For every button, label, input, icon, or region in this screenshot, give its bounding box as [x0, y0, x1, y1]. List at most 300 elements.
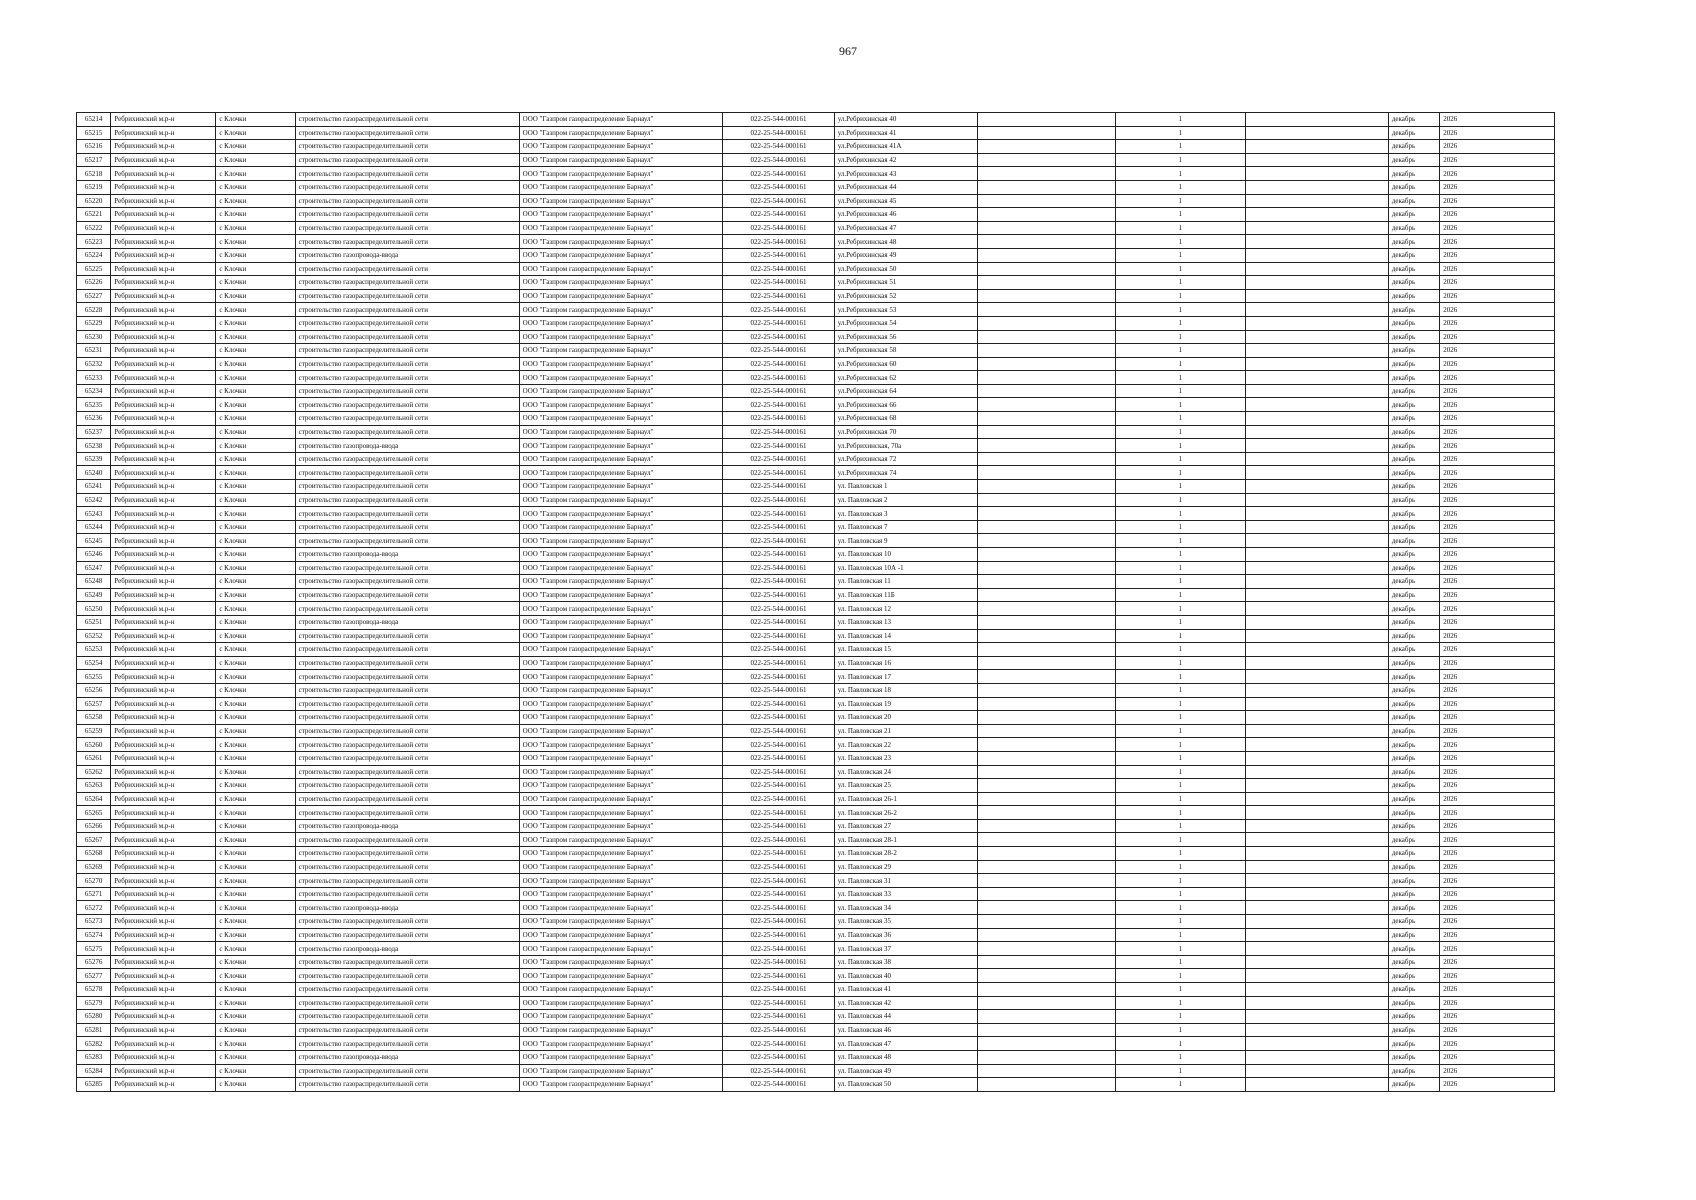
row-number-cell: 65250: [77, 602, 111, 616]
year-cell: 2026: [1440, 357, 1555, 371]
work-type-cell: строительство газораспределительной сети: [295, 724, 519, 738]
month-cell: декабрь: [1388, 697, 1439, 711]
district-cell: Ребрихинский м.р-н: [111, 751, 216, 765]
table-row: [77, 303, 1555, 317]
district-cell: Ребрихинский м.р-н: [111, 167, 216, 181]
year-cell: 2026: [1440, 1010, 1555, 1024]
year-cell: 2026: [1440, 548, 1555, 562]
district-cell: Ребрихинский м.р-н: [111, 860, 216, 874]
row-number-cell: 65227: [77, 289, 111, 303]
row-number-cell: 65273: [77, 915, 111, 929]
work-type-cell: строительство газораспределительной сети: [295, 643, 519, 657]
address-cell: ул. Павловская 48: [834, 1050, 978, 1064]
extra-cell: [1246, 561, 1389, 575]
address-cell: ул. Павловская 22: [834, 738, 978, 752]
district-cell: Ребрихинский м.р-н: [111, 194, 216, 208]
organization-cell: ООО "Газпром газораспределение Барнаул": [519, 439, 723, 453]
address-cell: ул.Ребрихинская 62: [834, 371, 978, 385]
quantity-cell: 1: [1115, 235, 1246, 249]
extra-cell: [1246, 765, 1389, 779]
settlement-cell: с Клочки: [216, 113, 295, 127]
address-cell: ул.Ребрихинская 45: [834, 194, 978, 208]
work-type-cell: строительство газораспределительной сети: [295, 262, 519, 276]
settlement-cell: с Клочки: [216, 412, 295, 426]
work-type-cell: строительство газораспределительной сети: [295, 792, 519, 806]
month-cell: декабрь: [1388, 180, 1439, 194]
settlement-cell: с Клочки: [216, 697, 295, 711]
extra-cell: [1246, 575, 1389, 589]
quantity-cell: 1: [1115, 656, 1246, 670]
row-number-cell: 65259: [77, 724, 111, 738]
organization-cell: ООО "Газпром газораспределение Барнаул": [519, 983, 723, 997]
quantity-cell: 1: [1115, 887, 1246, 901]
work-type-cell: строительство газораспределительной сети: [295, 1037, 519, 1051]
district-cell: Ребрихинский м.р-н: [111, 1064, 216, 1078]
organization-cell: ООО "Газпром газораспределение Барнаул": [519, 602, 723, 616]
extra-cell: [1246, 643, 1389, 657]
table-row: [77, 996, 1555, 1010]
year-cell: 2026: [1440, 656, 1555, 670]
quantity-cell: 1: [1115, 1050, 1246, 1064]
work-type-cell: строительство газораспределительной сети: [295, 860, 519, 874]
extra-cell: [1246, 1037, 1389, 1051]
district-cell: Ребрихинский м.р-н: [111, 955, 216, 969]
month-cell: декабрь: [1388, 384, 1439, 398]
organization-cell: ООО "Газпром газораспределение Барнаул": [519, 792, 723, 806]
settlement-cell: с Клочки: [216, 901, 295, 915]
program-number-cell: 022-25-544-000161: [723, 1010, 834, 1024]
district-cell: Ребрихинский м.р-н: [111, 833, 216, 847]
note-cell: [978, 221, 1115, 235]
extra-cell: [1246, 792, 1389, 806]
program-number-cell: 022-25-544-000161: [723, 153, 834, 167]
row-number-cell: 65229: [77, 316, 111, 330]
quantity-cell: 1: [1115, 167, 1246, 181]
extra-cell: [1246, 167, 1389, 181]
district-cell: Ребрихинский м.р-н: [111, 724, 216, 738]
work-type-cell: строительство газораспределительной сети: [295, 140, 519, 154]
month-cell: декабрь: [1388, 928, 1439, 942]
address-cell: ул. Павловская 44: [834, 1010, 978, 1024]
district-cell: Ребрихинский м.р-н: [111, 819, 216, 833]
year-cell: 2026: [1440, 466, 1555, 480]
work-type-cell: строительство газораспределительной сети: [295, 344, 519, 358]
organization-cell: ООО "Газпром газораспределение Барнаул": [519, 751, 723, 765]
note-cell: [978, 847, 1115, 861]
address-cell: ул. Павловская 50: [834, 1078, 978, 1092]
address-cell: ул.Ребрихинская 64: [834, 384, 978, 398]
note-cell: [978, 208, 1115, 222]
note-cell: [978, 602, 1115, 616]
quantity-cell: 1: [1115, 643, 1246, 657]
row-number-cell: 65233: [77, 371, 111, 385]
organization-cell: ООО "Газпром газораспределение Барнаул": [519, 534, 723, 548]
extra-cell: [1246, 833, 1389, 847]
address-cell: ул. Павловская 46: [834, 1023, 978, 1037]
note-cell: [978, 738, 1115, 752]
year-cell: 2026: [1440, 180, 1555, 194]
address-cell: ул. Павловская 47: [834, 1037, 978, 1051]
work-type-cell: строительство газораспределительной сети: [295, 398, 519, 412]
organization-cell: ООО "Газпром газораспределение Барнаул": [519, 412, 723, 426]
address-cell: ул.Ребрихинская 51: [834, 276, 978, 290]
address-cell: ул. Павловская 25: [834, 779, 978, 793]
program-number-cell: 022-25-544-000161: [723, 520, 834, 534]
month-cell: декабрь: [1388, 113, 1439, 127]
program-number-cell: 022-25-544-000161: [723, 738, 834, 752]
month-cell: декабрь: [1388, 575, 1439, 589]
table-row: [77, 548, 1555, 562]
quantity-cell: 1: [1115, 615, 1246, 629]
work-type-cell: строительство газопровода-ввода: [295, 1050, 519, 1064]
address-cell: ул.Ребрихинская 74: [834, 466, 978, 480]
settlement-cell: с Клочки: [216, 140, 295, 154]
row-number-cell: 65264: [77, 792, 111, 806]
row-number-cell: 65242: [77, 493, 111, 507]
district-cell: Ребрихинский м.р-н: [111, 1023, 216, 1037]
quantity-cell: 1: [1115, 194, 1246, 208]
work-type-cell: строительство газораспределительной сети: [295, 330, 519, 344]
table-row: [77, 208, 1555, 222]
table-row: [77, 180, 1555, 194]
quantity-cell: 1: [1115, 344, 1246, 358]
row-number-cell: 65279: [77, 996, 111, 1010]
organization-cell: ООО "Газпром газораспределение Барнаул": [519, 942, 723, 956]
table-row: [77, 928, 1555, 942]
address-cell: ул.Ребрихинская 54: [834, 316, 978, 330]
settlement-cell: с Клочки: [216, 602, 295, 616]
settlement-cell: с Клочки: [216, 833, 295, 847]
month-cell: декабрь: [1388, 153, 1439, 167]
row-number-cell: 65241: [77, 480, 111, 494]
program-number-cell: 022-25-544-000161: [723, 942, 834, 956]
row-number-cell: 65230: [77, 330, 111, 344]
settlement-cell: с Клочки: [216, 874, 295, 888]
note-cell: [978, 316, 1115, 330]
district-cell: Ребрихинский м.р-н: [111, 561, 216, 575]
extra-cell: [1246, 983, 1389, 997]
year-cell: 2026: [1440, 724, 1555, 738]
extra-cell: [1246, 1064, 1389, 1078]
district-cell: Ребрихинский м.р-н: [111, 371, 216, 385]
settlement-cell: с Клочки: [216, 262, 295, 276]
quantity-cell: 1: [1115, 289, 1246, 303]
organization-cell: ООО "Газпром газораспределение Барнаул": [519, 996, 723, 1010]
district-cell: Ребрихинский м.р-н: [111, 847, 216, 861]
organization-cell: ООО "Газпром газораспределение Барнаул": [519, 466, 723, 480]
work-type-cell: строительство газораспределительной сети: [295, 1023, 519, 1037]
note-cell: [978, 996, 1115, 1010]
organization-cell: ООО "Газпром газораспределение Барнаул": [519, 629, 723, 643]
program-number-cell: 022-25-544-000161: [723, 140, 834, 154]
year-cell: 2026: [1440, 615, 1555, 629]
district-cell: Ребрихинский м.р-н: [111, 316, 216, 330]
program-number-cell: 022-25-544-000161: [723, 915, 834, 929]
note-cell: [978, 289, 1115, 303]
row-number-cell: 65254: [77, 656, 111, 670]
district-cell: Ребрихинский м.р-н: [111, 697, 216, 711]
program-number-cell: 022-25-544-000161: [723, 983, 834, 997]
address-cell: ул. Павловская 49: [834, 1064, 978, 1078]
extra-cell: [1246, 507, 1389, 521]
program-number-cell: 022-25-544-000161: [723, 493, 834, 507]
note-cell: [978, 235, 1115, 249]
table-row: [77, 276, 1555, 290]
table-row: [77, 126, 1555, 140]
quantity-cell: 1: [1115, 738, 1246, 752]
program-number-cell: 022-25-544-000161: [723, 439, 834, 453]
month-cell: декабрь: [1388, 398, 1439, 412]
settlement-cell: с Клочки: [216, 439, 295, 453]
district-cell: Ребрихинский м.р-н: [111, 507, 216, 521]
address-cell: ул. Павловская 38: [834, 955, 978, 969]
work-type-cell: строительство газораспределительной сети: [295, 371, 519, 385]
extra-cell: [1246, 738, 1389, 752]
work-type-cell: строительство газораспределительной сети: [295, 738, 519, 752]
district-cell: Ребрихинский м.р-н: [111, 1037, 216, 1051]
note-cell: [978, 819, 1115, 833]
extra-cell: [1246, 194, 1389, 208]
district-cell: Ребрихинский м.р-н: [111, 384, 216, 398]
address-cell: ул.Ребрихинская, 70а: [834, 439, 978, 453]
row-number-cell: 65255: [77, 670, 111, 684]
program-number-cell: 022-25-544-000161: [723, 248, 834, 262]
extra-cell: [1246, 262, 1389, 276]
program-number-cell: 022-25-544-000161: [723, 357, 834, 371]
district-cell: Ребрихинский м.р-н: [111, 670, 216, 684]
month-cell: декабрь: [1388, 303, 1439, 317]
work-type-cell: строительство газораспределительной сети: [295, 983, 519, 997]
organization-cell: ООО "Газпром газораспределение Барнаул": [519, 316, 723, 330]
table-row: [77, 765, 1555, 779]
address-cell: ул. Павловская 2: [834, 493, 978, 507]
program-number-cell: 022-25-544-000161: [723, 670, 834, 684]
extra-cell: [1246, 316, 1389, 330]
month-cell: декабрь: [1388, 1078, 1439, 1092]
month-cell: декабрь: [1388, 208, 1439, 222]
quantity-cell: 1: [1115, 153, 1246, 167]
extra-cell: [1246, 425, 1389, 439]
organization-cell: ООО "Газпром газораспределение Барнаул": [519, 520, 723, 534]
note-cell: [978, 983, 1115, 997]
table-row: [77, 833, 1555, 847]
note-cell: [978, 466, 1115, 480]
address-cell: ул. Павловская 36: [834, 928, 978, 942]
table-row: [77, 466, 1555, 480]
settlement-cell: с Клочки: [216, 969, 295, 983]
table-row: [77, 697, 1555, 711]
row-number-cell: 65234: [77, 384, 111, 398]
extra-cell: [1246, 303, 1389, 317]
table-row: [77, 344, 1555, 358]
work-type-cell: строительство газораспределительной сети: [295, 235, 519, 249]
note-cell: [978, 629, 1115, 643]
year-cell: 2026: [1440, 1078, 1555, 1092]
organization-cell: ООО "Газпром газораспределение Барнаул": [519, 289, 723, 303]
program-number-cell: 022-25-544-000161: [723, 751, 834, 765]
month-cell: декабрь: [1388, 751, 1439, 765]
program-number-cell: 022-25-544-000161: [723, 724, 834, 738]
address-cell: ул. Павловская 28-1: [834, 833, 978, 847]
quantity-cell: 1: [1115, 248, 1246, 262]
note-cell: [978, 425, 1115, 439]
work-type-cell: строительство газораспределительной сети: [295, 1064, 519, 1078]
extra-cell: [1246, 860, 1389, 874]
row-number-cell: 65263: [77, 779, 111, 793]
year-cell: 2026: [1440, 983, 1555, 997]
address-cell: ул. Павловская 18: [834, 683, 978, 697]
program-number-cell: 022-25-544-000161: [723, 398, 834, 412]
program-number-cell: 022-25-544-000161: [723, 711, 834, 725]
address-cell: ул. Павловская 10А -1: [834, 561, 978, 575]
year-cell: 2026: [1440, 996, 1555, 1010]
district-cell: Ребрихинский м.р-н: [111, 289, 216, 303]
district-cell: Ребрихинский м.р-н: [111, 915, 216, 929]
extra-cell: [1246, 126, 1389, 140]
quantity-cell: 1: [1115, 1010, 1246, 1024]
work-type-cell: строительство газопровода-ввода: [295, 248, 519, 262]
work-type-cell: строительство газораспределительной сети: [295, 316, 519, 330]
organization-cell: ООО "Газпром газораспределение Барнаул": [519, 765, 723, 779]
settlement-cell: с Клочки: [216, 357, 295, 371]
row-number-cell: 65216: [77, 140, 111, 154]
address-cell: ул. Павловская 3: [834, 507, 978, 521]
quantity-cell: 1: [1115, 180, 1246, 194]
month-cell: декабрь: [1388, 371, 1439, 385]
year-cell: 2026: [1440, 575, 1555, 589]
work-type-cell: строительство газораспределительной сети: [295, 711, 519, 725]
note-cell: [978, 615, 1115, 629]
quantity-cell: 1: [1115, 847, 1246, 861]
address-cell: ул.Ребрихинская 42: [834, 153, 978, 167]
program-number-cell: 022-25-544-000161: [723, 683, 834, 697]
row-number-cell: 65235: [77, 398, 111, 412]
address-cell: ул. Павловская 31: [834, 874, 978, 888]
settlement-cell: с Клочки: [216, 751, 295, 765]
extra-cell: [1246, 697, 1389, 711]
extra-cell: [1246, 153, 1389, 167]
address-cell: ул.Ребрихинская 68: [834, 412, 978, 426]
program-number-cell: 022-25-544-000161: [723, 779, 834, 793]
settlement-cell: с Клочки: [216, 643, 295, 657]
program-number-cell: 022-25-544-000161: [723, 561, 834, 575]
organization-cell: ООО "Газпром газораспределение Барнаул": [519, 384, 723, 398]
year-cell: 2026: [1440, 248, 1555, 262]
work-type-cell: строительство газораспределительной сети: [295, 670, 519, 684]
note-cell: [978, 643, 1115, 657]
district-cell: Ребрихинский м.р-н: [111, 493, 216, 507]
month-cell: декабрь: [1388, 643, 1439, 657]
extra-cell: [1246, 887, 1389, 901]
month-cell: декабрь: [1388, 330, 1439, 344]
quantity-cell: 1: [1115, 113, 1246, 127]
settlement-cell: с Клочки: [216, 860, 295, 874]
settlement-cell: с Клочки: [216, 452, 295, 466]
program-number-cell: 022-25-544-000161: [723, 602, 834, 616]
row-number-cell: 65266: [77, 819, 111, 833]
extra-cell: [1246, 806, 1389, 820]
extra-cell: [1246, 452, 1389, 466]
quantity-cell: 1: [1115, 779, 1246, 793]
note-cell: [978, 1010, 1115, 1024]
work-type-cell: строительство газораспределительной сети: [295, 520, 519, 534]
work-type-cell: строительство газораспределительной сети: [295, 779, 519, 793]
organization-cell: ООО "Газпром газораспределение Барнаул": [519, 507, 723, 521]
note-cell: [978, 248, 1115, 262]
program-number-cell: 022-25-544-000161: [723, 208, 834, 222]
year-cell: 2026: [1440, 412, 1555, 426]
settlement-cell: с Клочки: [216, 276, 295, 290]
district-cell: Ребрихинский м.р-н: [111, 1050, 216, 1064]
quantity-cell: 1: [1115, 412, 1246, 426]
district-cell: Ребрихинский м.р-н: [111, 208, 216, 222]
month-cell: декабрь: [1388, 1037, 1439, 1051]
month-cell: декабрь: [1388, 466, 1439, 480]
settlement-cell: с Клочки: [216, 561, 295, 575]
note-cell: [978, 751, 1115, 765]
district-cell: Ребрихинский м.р-н: [111, 221, 216, 235]
row-number-cell: 65240: [77, 466, 111, 480]
table-row: [77, 806, 1555, 820]
settlement-cell: с Клочки: [216, 425, 295, 439]
organization-cell: ООО "Газпром газораспределение Барнаул": [519, 357, 723, 371]
district-cell: Ребрихинский м.р-н: [111, 738, 216, 752]
work-type-cell: строительство газораспределительной сети: [295, 289, 519, 303]
note-cell: [978, 724, 1115, 738]
quantity-cell: 1: [1115, 466, 1246, 480]
register-table-body: [77, 113, 1555, 1092]
year-cell: 2026: [1440, 276, 1555, 290]
extra-cell: [1246, 915, 1389, 929]
work-type-cell: строительство газораспределительной сети: [295, 683, 519, 697]
address-cell: ул. Павловская 9: [834, 534, 978, 548]
note-cell: [978, 711, 1115, 725]
table-row: [77, 1023, 1555, 1037]
settlement-cell: с Клочки: [216, 629, 295, 643]
note-cell: [978, 1023, 1115, 1037]
settlement-cell: с Клочки: [216, 765, 295, 779]
month-cell: декабрь: [1388, 507, 1439, 521]
year-cell: 2026: [1440, 221, 1555, 235]
note-cell: [978, 833, 1115, 847]
program-number-cell: 022-25-544-000161: [723, 928, 834, 942]
address-cell: ул.Ребрихинская 41А: [834, 140, 978, 154]
program-number-cell: 022-25-544-000161: [723, 412, 834, 426]
year-cell: 2026: [1440, 697, 1555, 711]
table-row: [77, 983, 1555, 997]
district-cell: Ребрихинский м.р-н: [111, 180, 216, 194]
district-cell: Ребрихинский м.р-н: [111, 548, 216, 562]
row-number-cell: 65260: [77, 738, 111, 752]
quantity-cell: 1: [1115, 833, 1246, 847]
extra-cell: [1246, 683, 1389, 697]
row-number-cell: 65272: [77, 901, 111, 915]
settlement-cell: с Клочки: [216, 724, 295, 738]
program-number-cell: 022-25-544-000161: [723, 303, 834, 317]
extra-cell: [1246, 412, 1389, 426]
year-cell: 2026: [1440, 439, 1555, 453]
quantity-cell: 1: [1115, 126, 1246, 140]
extra-cell: [1246, 996, 1389, 1010]
district-cell: Ребрихинский м.р-н: [111, 683, 216, 697]
organization-cell: ООО "Газпром газораспределение Барнаул": [519, 1010, 723, 1024]
month-cell: декабрь: [1388, 439, 1439, 453]
address-cell: ул.Ребрихинская 60: [834, 357, 978, 371]
work-type-cell: строительство газораспределительной сети: [295, 357, 519, 371]
month-cell: декабрь: [1388, 561, 1439, 575]
quantity-cell: 1: [1115, 262, 1246, 276]
organization-cell: ООО "Газпром газораспределение Барнаул": [519, 955, 723, 969]
